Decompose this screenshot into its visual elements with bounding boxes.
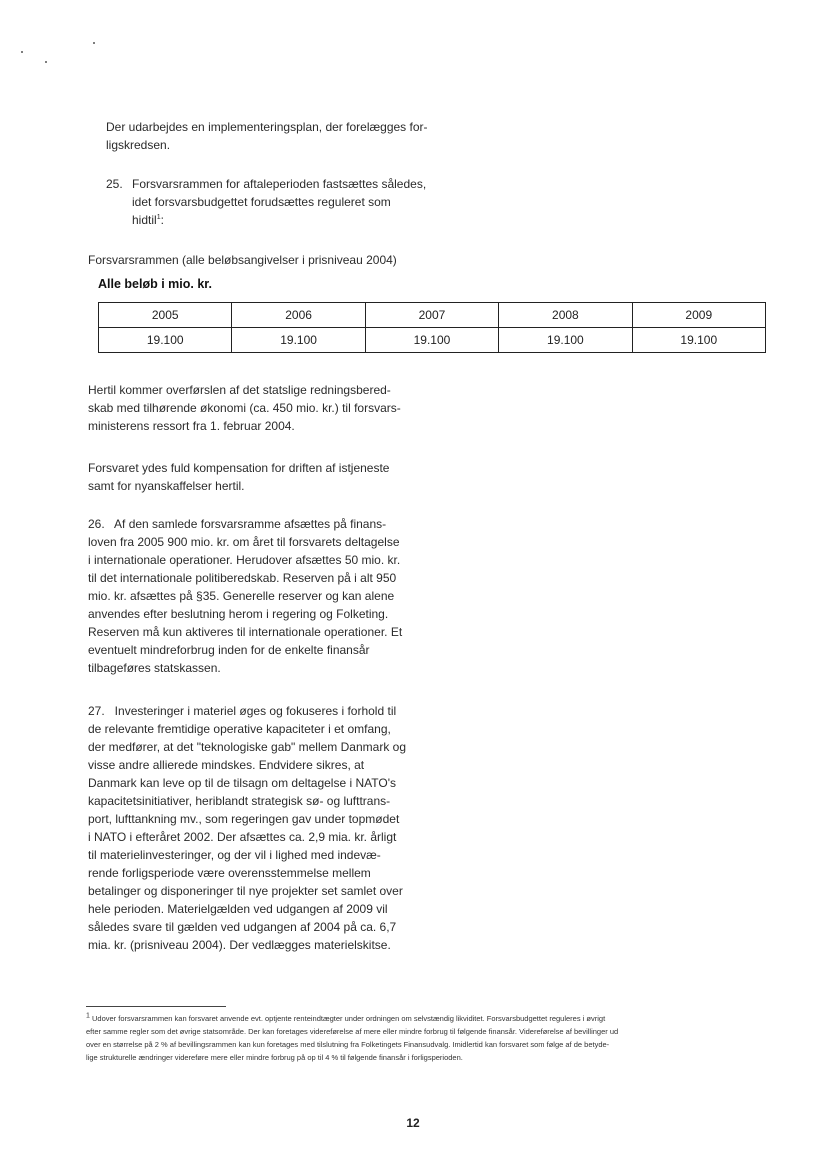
table-cell-year: 2005	[99, 303, 232, 328]
footnote-marker: 1	[86, 1012, 90, 1020]
footnote-line: lige strukturelle ændringer videreføre mere eller mindre forbrug på op til 4 % til følgende finansår i forligsperioden.	[86, 1053, 463, 1062]
text-line: rende forligsperiode være overensstemmelse mellem	[88, 866, 371, 880]
table-cell-amount: 19.100	[232, 328, 365, 353]
text-line: der medfører, at det "teknologiske gab" mellem Danmark og	[88, 740, 406, 754]
table-cell-year: 2007	[365, 303, 498, 328]
text-line: mio. kr. afsættes på §35. Generelle reserver og kan alene	[88, 589, 395, 603]
scan-speck	[45, 61, 47, 63]
text-line: Forsvarsrammen for aftaleperioden fastsættes således,	[132, 177, 427, 191]
text-line: kapacitetsinitiativer, heriblandt strategisk sø- og lufttrans-	[88, 794, 391, 808]
budget-table	[98, 302, 766, 353]
table-row-amounts	[99, 328, 766, 353]
text-line: Hertil kommer overførslen af det statslige redningsbered-	[88, 383, 391, 397]
text-line	[106, 211, 446, 229]
table-cell-year: 2008	[499, 303, 632, 328]
text-line: mia. kr. (prisniveau 2004). Der vedlægges materielskitse.	[88, 938, 391, 952]
text-line: Der udarbejdes en implementeringsplan, der forelægges for-	[106, 120, 428, 134]
scan-speck	[21, 51, 23, 53]
table-cell-amount: 19.100	[365, 328, 498, 353]
text-line: samt for nyanskaffelser hertil.	[88, 479, 245, 493]
table-heading: Alle beløb i mio. kr.	[98, 277, 212, 291]
text-line: Forsvaret ydes fuld kompensation for driften af istjeneste	[88, 461, 390, 475]
text-line: i internationale operationer. Herudover afsættes 50 mio. kr.	[88, 553, 401, 567]
frame-caption: Forsvarsrammen (alle beløbsangivelser i prisniveau 2004)	[88, 253, 397, 267]
text-line: således svare til gælden ved udgangen af 2004 på ca. 6,7	[88, 920, 397, 934]
text-line: ministerens ressort fra 1. februar 2004.	[88, 419, 295, 433]
text-line: til det internationale politiberedskab. Reserven på i alt 950	[88, 571, 397, 585]
text-line: hele perioden. Materielgælden ved udgangen af 2009 vil	[88, 902, 388, 916]
text-line: eventuelt mindreforbrug inden for de enkelte finansår	[88, 643, 370, 657]
item-26	[88, 515, 438, 677]
text-line: Danmark kan leve op til de tilsagn om deltagelse i NATO's	[88, 776, 396, 790]
table-cell-amount: 19.100	[632, 328, 765, 353]
transfer-paragraph	[88, 381, 438, 435]
footnote-reference: 1	[156, 214, 161, 221]
item-number: 25.	[106, 177, 123, 191]
text-line: anvendes efter beslutning herom i regering og Folketing.	[88, 607, 389, 621]
table-cell-year: 2009	[632, 303, 765, 328]
footnote-divider	[86, 1006, 226, 1007]
text-line: de relevante fremtidige operative kapaciteter i et omfang,	[88, 722, 391, 736]
text-line: tilbageføres statskassen.	[88, 661, 221, 675]
footnote-line	[86, 1012, 766, 1025]
table-row-years	[99, 303, 766, 328]
table-cell-amount: 19.100	[499, 328, 632, 353]
text-line: ligskredsen.	[106, 138, 171, 152]
page-number: 12	[406, 1116, 420, 1130]
text-line: :	[160, 213, 164, 227]
text-line: visse andre allierede mindskes. Endvidere sikres, at	[88, 758, 365, 772]
text-line: til materielinvesteringer, og der vil i lighed med indevæ-	[88, 848, 381, 862]
text-line	[106, 175, 446, 193]
table-cell-amount: 19.100	[99, 328, 232, 353]
text-line: hidtil	[132, 213, 157, 227]
item-25	[106, 175, 446, 229]
footnote-line: efter samme regler som det øvrige statsområde. Der kan foretages videreførelse af mere eller mindre forbrug til følgende finansår. Videreførelse af bevillinger ud	[86, 1027, 619, 1036]
text-line: idet forsvarsbudgettet forudsættes reguleret som	[132, 195, 391, 209]
text-line: betalinger og disponeringer til nye projekter set samlet over	[88, 884, 403, 898]
item-27	[88, 702, 438, 954]
table-cell-year: 2006	[232, 303, 365, 328]
text-line: i NATO i efteråret 2002. Der afsættes ca. 2,9 mia. kr. årligt	[88, 830, 397, 844]
text-line: port, lufttankning mv., som regeringen gav under topmødet	[88, 812, 400, 826]
footnote	[86, 1012, 766, 1064]
text-line: 26. Af den samlede forsvarsramme afsættes på finans-	[88, 517, 387, 531]
compensation-paragraph	[88, 459, 438, 495]
intro-paragraph	[106, 118, 446, 154]
footnote-line: over en størrelse på 2 % af bevillingsrammen kan kun foretages med tilslutning fra Folketingets Finansudvalg. Imidlertid kan forsvaret som følge af de betyde-	[86, 1040, 610, 1049]
text-line: Reserven må kun aktiveres til internationale operationer. Et	[88, 625, 403, 639]
footnote-text: Udover forsvarsrammen kan forsvaret anvende evt. optjente renteindtægter under ordningen om selvstændig likviditet. Forsvarsbudgettet reguleres i øvrigt	[92, 1014, 606, 1023]
scan-speck	[93, 42, 95, 44]
text-line: 27. Investeringer i materiel øges og fokuseres i forhold til	[88, 704, 397, 718]
text-line: loven fra 2005 900 mio. kr. om året til forsvarets deltagelse	[88, 535, 400, 549]
text-line: skab med tilhørende økonomi (ca. 450 mio. kr.) til forsvars-	[88, 401, 401, 415]
